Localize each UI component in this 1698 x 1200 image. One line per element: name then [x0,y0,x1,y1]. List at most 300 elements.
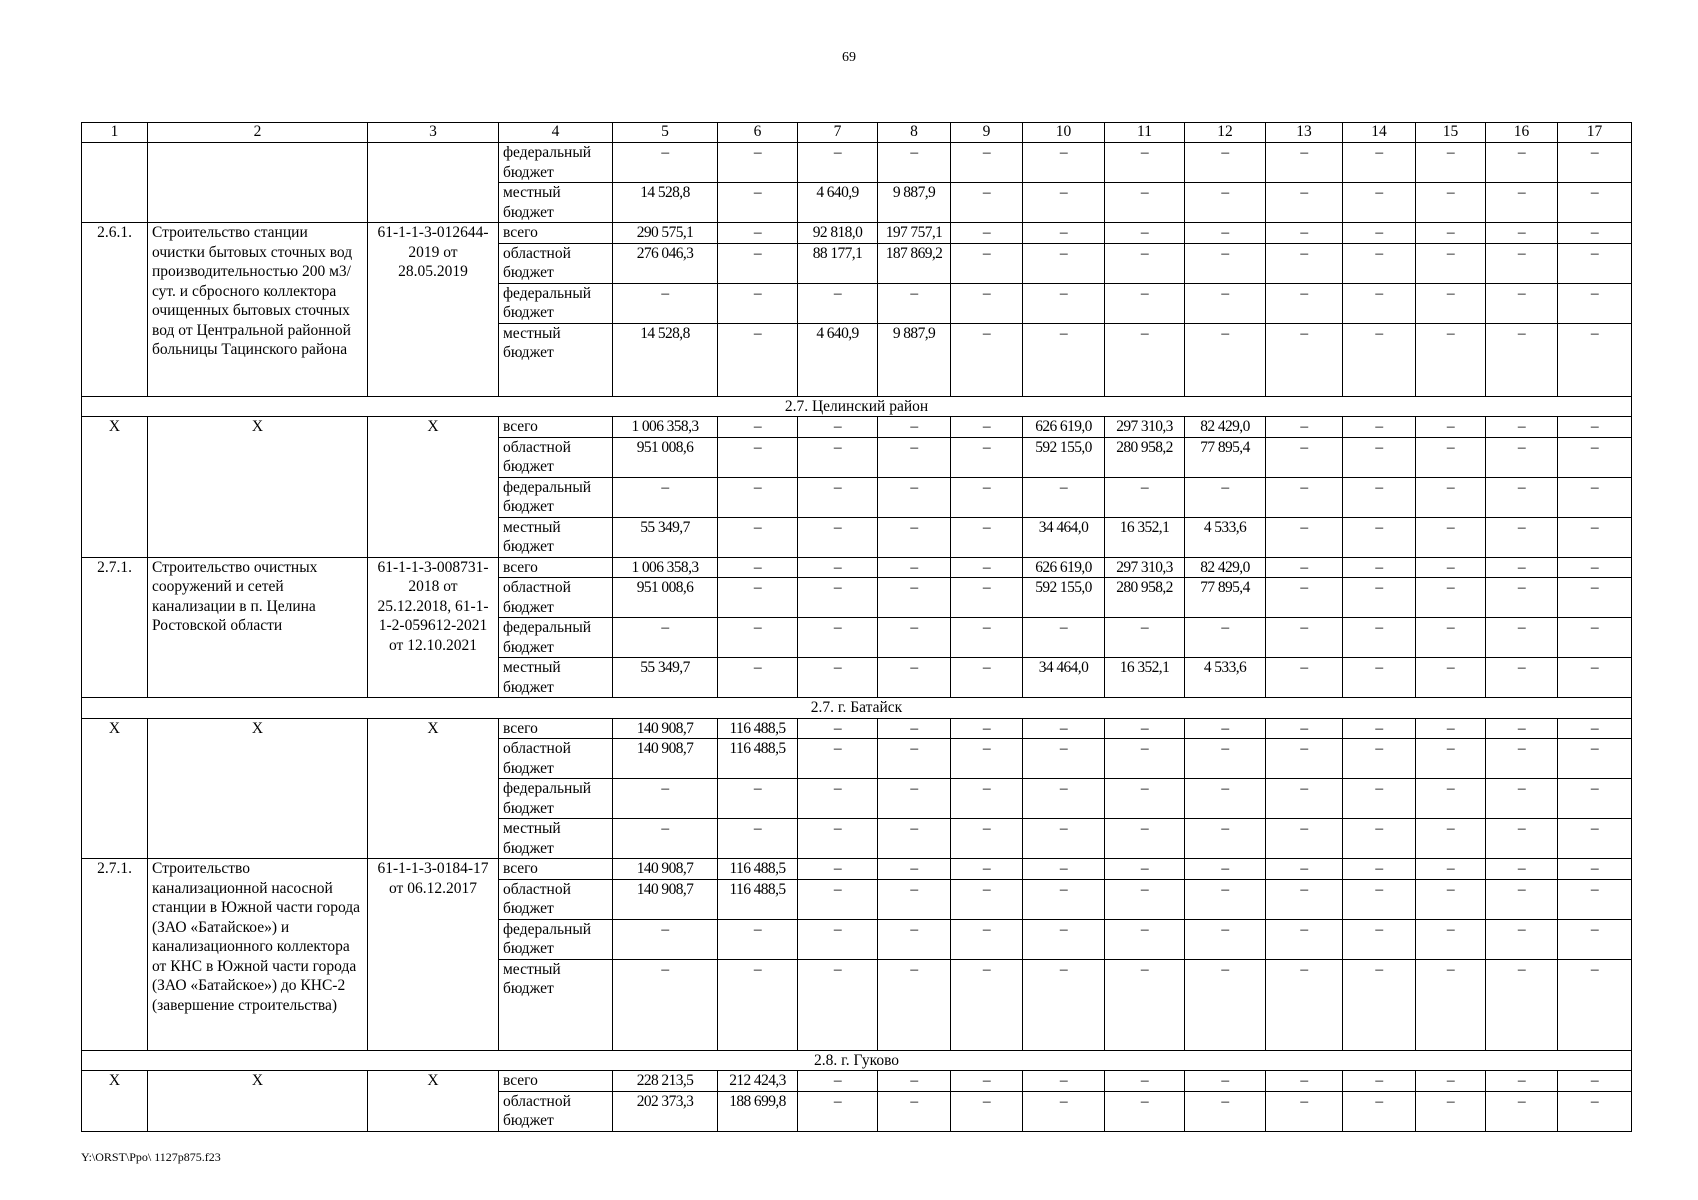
value-cell: 77 895,4 [1185,578,1266,618]
budget-label: местный бюджет [499,183,613,223]
value-cell: – [1266,779,1343,819]
value-cell: – [1486,618,1558,658]
value-cell: – [1023,223,1105,244]
value-cell: – [1416,283,1486,323]
value-cell: 14 528,8 [613,323,718,396]
value-cell: – [1343,323,1416,396]
header-row [82,123,1632,143]
value-cell: – [1266,243,1343,283]
value-cell: 1 006 358,3 [613,417,718,438]
section-title: 2.8. г. Гуково [82,1050,1632,1071]
value-cell: – [1416,718,1486,739]
value-cell: – [1105,718,1185,739]
value-cell: – [1266,477,1343,517]
value-cell: – [1185,718,1266,739]
value-cell: – [1105,323,1185,396]
column-header: 3 [368,123,499,143]
value-cell: – [1486,223,1558,244]
value-cell: – [1486,283,1558,323]
value-cell: – [1023,739,1105,779]
value-cell: – [1558,417,1632,438]
value-cell: – [878,658,951,698]
value-cell: – [1416,919,1486,959]
value-cell: 188 699,8 [718,1091,798,1131]
budget-label: федеральный бюджет [499,779,613,819]
value-cell: – [1023,919,1105,959]
value-cell: – [1185,859,1266,880]
value-cell: – [1266,283,1343,323]
value-cell: – [1558,283,1632,323]
value-cell: – [798,437,878,477]
value-cell: 228 213,5 [613,1071,718,1092]
value-cell: – [613,919,718,959]
budget-label: областной бюджет [499,578,613,618]
value-cell: – [1416,1071,1486,1092]
value-cell: – [1558,1091,1632,1131]
section-row [82,1050,1632,1071]
value-cell: – [1105,283,1185,323]
value-cell: – [1023,879,1105,919]
value-cell: 55 349,7 [613,517,718,557]
value-cell: – [1185,1071,1266,1092]
value-cell: – [1486,779,1558,819]
column-header: 10 [1023,123,1105,143]
value-cell: – [1416,243,1486,283]
value-cell: – [951,223,1023,244]
budget-label: федеральный бюджет [499,283,613,323]
value-cell: – [878,477,951,517]
column-header: 4 [499,123,613,143]
value-cell: – [878,557,951,578]
value-cell: – [1105,739,1185,779]
budget-label: федеральный бюджет [499,143,613,183]
value-cell: 116 488,5 [718,739,798,779]
value-cell: 116 488,5 [718,718,798,739]
value-cell: – [951,739,1023,779]
value-cell: – [951,323,1023,396]
value-cell: – [1105,243,1185,283]
table-row [82,1071,1632,1092]
value-cell: – [718,919,798,959]
value-cell: – [798,959,878,1050]
value-cell: – [1105,919,1185,959]
value-cell: 140 908,7 [613,739,718,779]
value-cell: – [1266,517,1343,557]
value-cell: 140 908,7 [613,718,718,739]
budget-label: всего [499,557,613,578]
value-cell: – [951,959,1023,1050]
item-name: Строительство станции очистки бытовых сточных вод производительностью 200 м3/сут. и сбросного коллектора очищенных бытовых сточных вод от Центральной районной больницы Тацинского района [148,223,368,397]
section-title: 2.7. г. Батайск [82,698,1632,719]
value-cell: – [1266,578,1343,618]
value-cell: – [1486,739,1558,779]
budget-label: местный бюджет [499,959,613,1050]
value-cell: – [1343,223,1416,244]
value-cell: – [1343,1071,1416,1092]
value-cell: – [951,1071,1023,1092]
value-cell: – [1416,477,1486,517]
value-cell: 187 869,2 [878,243,951,283]
value-cell: – [1185,223,1266,244]
value-cell: 4 533,6 [1185,517,1266,557]
value-cell: – [1558,919,1632,959]
value-cell: – [613,618,718,658]
value-cell: – [1343,437,1416,477]
value-cell: – [1416,658,1486,698]
value-cell: – [718,557,798,578]
value-cell: – [1185,1091,1266,1131]
value-cell: – [1266,819,1343,859]
value-cell: – [1105,779,1185,819]
column-header: 13 [1266,123,1343,143]
value-cell: – [1558,578,1632,618]
value-cell: – [1486,578,1558,618]
value-cell: – [1266,879,1343,919]
value-cell: – [951,143,1023,183]
value-cell: – [798,143,878,183]
budget-label: областной бюджет [499,243,613,283]
value-cell: – [718,578,798,618]
column-header: 1 [82,123,148,143]
value-cell: – [1416,779,1486,819]
budget-label: областной бюджет [499,879,613,919]
x-cell: Х [82,1071,148,1132]
value-cell: – [878,417,951,438]
value-cell: – [1105,223,1185,244]
value-cell: – [613,819,718,859]
budget-label: местный бюджет [499,819,613,859]
value-cell: – [951,437,1023,477]
value-cell: – [1486,477,1558,517]
table-row [82,557,1632,578]
column-header: 7 [798,123,878,143]
value-cell: – [1416,143,1486,183]
x-cell: Х [368,1071,499,1132]
budget-label: федеральный бюджет [499,618,613,658]
value-cell: – [951,477,1023,517]
column-header: 14 [1343,123,1416,143]
table-row [82,859,1632,880]
value-cell: – [1266,437,1343,477]
value-cell: 626 619,0 [1023,557,1105,578]
column-header: 6 [718,123,798,143]
value-cell: – [1105,959,1185,1050]
value-cell: – [718,243,798,283]
value-cell: – [718,959,798,1050]
value-cell: – [1558,183,1632,223]
budget-label: федеральный бюджет [499,477,613,517]
value-cell: – [798,417,878,438]
value-cell: – [1416,739,1486,779]
value-cell: – [1185,739,1266,779]
value-cell: – [718,437,798,477]
value-cell: – [1558,223,1632,244]
value-cell: – [718,223,798,244]
value-cell: – [878,879,951,919]
budget-label: всего [499,417,613,438]
value-cell: – [1558,658,1632,698]
value-cell: – [1486,517,1558,557]
section-row [82,698,1632,719]
value-cell: – [1266,557,1343,578]
value-cell: – [1416,557,1486,578]
value-cell: 290 575,1 [613,223,718,244]
value-cell: – [1185,618,1266,658]
value-cell: – [1023,618,1105,658]
value-cell: 4 640,9 [798,183,878,223]
value-cell: – [718,658,798,698]
value-cell: – [1343,417,1416,438]
value-cell: – [1105,819,1185,859]
value-cell: – [1266,859,1343,880]
value-cell: – [1185,779,1266,819]
value-cell: – [718,517,798,557]
value-cell: – [1343,879,1416,919]
value-cell: – [1105,477,1185,517]
value-cell: – [1266,143,1343,183]
value-cell: – [1343,183,1416,223]
value-cell: 276 046,3 [613,243,718,283]
value-cell: – [1558,819,1632,859]
x-cell: Х [148,718,368,859]
value-cell: 34 464,0 [1023,517,1105,557]
value-cell: – [878,819,951,859]
value-cell: – [1558,323,1632,396]
value-cell: – [1558,859,1632,880]
value-cell: 92 818,0 [798,223,878,244]
value-cell: – [1486,183,1558,223]
value-cell: – [798,779,878,819]
value-cell: – [951,557,1023,578]
value-cell: – [1343,959,1416,1050]
x-cell: Х [148,1071,368,1132]
value-cell: – [798,859,878,880]
value-cell: – [1185,477,1266,517]
budget-label: областной бюджет [499,437,613,477]
column-header: 15 [1416,123,1486,143]
value-cell: – [1266,1091,1343,1131]
value-cell: – [1416,323,1486,396]
value-cell: – [798,477,878,517]
value-cell: – [878,779,951,819]
item-code: 61-1-1-3-0184-17 от 06.12.2017 [368,859,499,1051]
column-header: 12 [1185,123,1266,143]
value-cell: – [1558,779,1632,819]
value-cell: 202 373,3 [613,1091,718,1131]
value-cell: 212 424,3 [718,1071,798,1092]
value-cell: 297 310,3 [1105,417,1185,438]
value-cell: 197 757,1 [878,223,951,244]
value-cell: – [951,859,1023,880]
value-cell: – [951,658,1023,698]
value-cell: – [951,779,1023,819]
value-cell: – [951,819,1023,859]
section-title: 2.7. Целинский район [82,396,1632,417]
value-cell: 297 310,3 [1105,557,1185,578]
value-cell: 280 958,2 [1105,578,1185,618]
value-cell: – [798,618,878,658]
value-cell: – [1558,557,1632,578]
budget-label: местный бюджет [499,517,613,557]
value-cell: – [1486,658,1558,698]
value-cell: 140 908,7 [613,859,718,880]
value-cell: – [1486,243,1558,283]
value-cell: – [1416,437,1486,477]
value-cell: – [1105,183,1185,223]
value-cell: – [1486,1091,1558,1131]
budget-label: всего [499,223,613,244]
value-cell: – [878,143,951,183]
value-cell: – [1343,819,1416,859]
value-cell: – [951,283,1023,323]
value-cell: – [951,919,1023,959]
column-header: 11 [1105,123,1185,143]
value-cell: – [1185,143,1266,183]
value-cell: – [951,879,1023,919]
value-cell: – [878,517,951,557]
value-cell: – [798,879,878,919]
value-cell: – [951,1091,1023,1131]
value-cell: – [1343,477,1416,517]
item-code: 61-1-1-3-008731-2018 от 25.12.2018, 61-1-1-2-059612-2021 от 12.10.2021 [368,557,499,698]
value-cell: – [798,1071,878,1092]
value-cell: – [798,739,878,779]
value-cell: – [1105,618,1185,658]
value-cell: – [1416,959,1486,1050]
value-cell: – [613,477,718,517]
value-cell: – [1558,718,1632,739]
value-cell: – [613,143,718,183]
value-cell: – [1486,1071,1558,1092]
value-cell: – [1023,1071,1105,1092]
value-cell: – [1023,718,1105,739]
value-cell: – [1023,283,1105,323]
item-name: Строительство очистных сооружений и сетей канализации в п. Целина Ростовской области [148,557,368,698]
value-cell: – [1416,879,1486,919]
value-cell: – [1023,243,1105,283]
value-cell: – [1266,618,1343,658]
value-cell: – [1185,819,1266,859]
value-cell: – [718,323,798,396]
value-cell: – [1486,959,1558,1050]
value-cell: – [798,658,878,698]
value-cell: – [1105,859,1185,880]
table-row [82,143,1632,183]
value-cell: – [951,417,1023,438]
value-cell: – [1486,718,1558,739]
value-cell: – [1185,879,1266,919]
item-number: 2.7.1. [82,859,148,1051]
value-cell: – [1023,477,1105,517]
value-cell: – [1486,437,1558,477]
value-cell: – [1343,779,1416,819]
value-cell: – [878,283,951,323]
value-cell: – [1266,417,1343,438]
value-cell: – [1486,819,1558,859]
value-cell: – [1416,223,1486,244]
budget-label: федеральный бюджет [499,919,613,959]
value-cell: – [1558,143,1632,183]
value-cell: – [1343,243,1416,283]
value-cell: – [1558,437,1632,477]
value-cell: – [1416,819,1486,859]
value-cell: – [878,1091,951,1131]
value-cell: – [1486,557,1558,578]
value-cell: – [798,819,878,859]
value-cell: – [1105,879,1185,919]
column-header: 8 [878,123,951,143]
value-cell: – [1266,739,1343,779]
value-cell: – [878,718,951,739]
value-cell: 9 887,9 [878,323,951,396]
value-cell: – [878,437,951,477]
column-header: 9 [951,123,1023,143]
value-cell: – [878,578,951,618]
value-cell: – [1343,658,1416,698]
column-header: 2 [148,123,368,143]
value-cell: 1 006 358,3 [613,557,718,578]
value-cell: – [1185,323,1266,396]
value-cell: – [1266,959,1343,1050]
value-cell: – [718,477,798,517]
value-cell: – [951,618,1023,658]
value-cell: – [798,517,878,557]
value-cell: 626 619,0 [1023,417,1105,438]
value-cell: – [1416,859,1486,880]
value-cell: – [718,417,798,438]
value-cell: – [951,183,1023,223]
value-cell: 140 908,7 [613,879,718,919]
column-header: 17 [1558,123,1632,143]
value-cell: – [1266,223,1343,244]
table-row [82,718,1632,739]
value-cell: – [798,718,878,739]
budget-label: всего [499,718,613,739]
value-cell: – [878,919,951,959]
value-cell: – [951,718,1023,739]
value-cell: – [1558,517,1632,557]
value-cell: – [1416,417,1486,438]
value-cell: – [718,143,798,183]
value-cell: – [1266,183,1343,223]
value-cell: 34 464,0 [1023,658,1105,698]
value-cell: – [1343,618,1416,658]
value-cell: – [1266,718,1343,739]
value-cell: – [1486,323,1558,396]
x-cell: Х [82,417,148,558]
value-cell: – [1266,1071,1343,1092]
value-cell: – [1023,1091,1105,1131]
budget-label: всего [499,1071,613,1092]
value-cell: – [878,618,951,658]
value-cell: – [798,578,878,618]
value-cell: – [1416,183,1486,223]
budget-label: областной бюджет [499,739,613,779]
footer-file-path: Y:\ORST\Ppo\ 1127p875.f23 [81,1150,221,1164]
x-cell: Х [368,417,499,558]
value-cell: – [1185,243,1266,283]
value-cell: – [718,819,798,859]
value-cell: – [878,959,951,1050]
value-cell: 16 352,1 [1105,517,1185,557]
value-cell: – [951,517,1023,557]
value-cell: 16 352,1 [1105,658,1185,698]
value-cell: 88 177,1 [798,243,878,283]
value-cell: – [1266,323,1343,396]
value-cell: – [1343,739,1416,779]
value-cell: – [1266,919,1343,959]
value-cell: – [798,283,878,323]
